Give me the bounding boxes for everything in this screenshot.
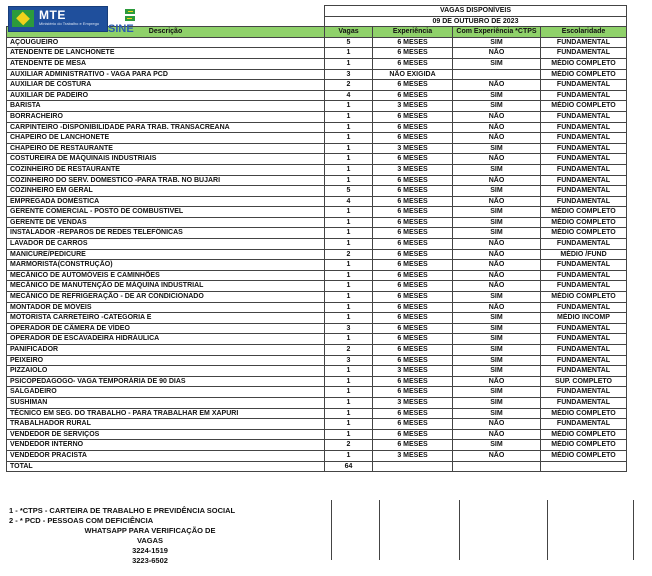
experience-cell: 6 MESES bbox=[373, 249, 453, 260]
table-row bbox=[7, 101, 627, 112]
job-title-cell: MECÂNICO DE MANUTENÇÃO DE MÁQUINA INDUSTRIAL bbox=[7, 281, 325, 292]
table-row bbox=[7, 58, 627, 69]
ctps-cell: NÃO bbox=[453, 133, 541, 144]
vacancies-cell: 1 bbox=[325, 58, 373, 69]
ctps-cell: NÃO bbox=[453, 249, 541, 260]
experience-cell: 6 MESES bbox=[373, 207, 453, 218]
vacancies-cell: 1 bbox=[325, 101, 373, 112]
education-cell: FUNDAMENTAL bbox=[541, 419, 627, 430]
table-row bbox=[7, 122, 627, 133]
education-cell: FUNDAMENTAL bbox=[541, 90, 627, 101]
table-row bbox=[7, 302, 627, 313]
education-cell: MÉDIO COMPLETO bbox=[541, 292, 627, 303]
vacancies-cell: 1 bbox=[325, 270, 373, 281]
table-row bbox=[7, 345, 627, 356]
vacancies-cell: 1 bbox=[325, 376, 373, 387]
education-cell: FUNDAMENTAL bbox=[541, 281, 627, 292]
ctps-cell: NÃO bbox=[453, 175, 541, 186]
experience-cell: 6 MESES bbox=[373, 80, 453, 91]
whatsapp-contact bbox=[80, 526, 220, 566]
mte-logo-text: MTE bbox=[39, 8, 66, 22]
table-row bbox=[7, 376, 627, 387]
table-row bbox=[7, 334, 627, 345]
vacancies-cell: 1 bbox=[325, 239, 373, 250]
phone-number: 3223-6502 bbox=[132, 556, 168, 565]
experience-cell: 6 MESES bbox=[373, 376, 453, 387]
ctps-cell: SIM bbox=[453, 397, 541, 408]
experience-cell: 6 MESES bbox=[373, 270, 453, 281]
vacancies-cell: 5 bbox=[325, 186, 373, 197]
job-title-cell: AUXILIAR DE PADEIRO bbox=[7, 90, 325, 101]
education-cell: MÉDIO COMPLETO bbox=[541, 440, 627, 451]
ctps-cell: SIM bbox=[453, 366, 541, 377]
grid-line bbox=[459, 500, 460, 560]
job-title-cell: PIZZAIOLO bbox=[7, 366, 325, 377]
vacancies-cell: 1 bbox=[325, 334, 373, 345]
experience-cell: 6 MESES bbox=[373, 175, 453, 186]
education-cell: FUNDAMENTAL bbox=[541, 122, 627, 133]
experience-cell: 6 MESES bbox=[373, 217, 453, 228]
experience-cell: 6 MESES bbox=[373, 345, 453, 356]
experience-cell: 6 MESES bbox=[373, 37, 453, 48]
table-row bbox=[7, 270, 627, 281]
vacancies-cell: 1 bbox=[325, 207, 373, 218]
table-row bbox=[7, 217, 627, 228]
table-row bbox=[7, 408, 627, 419]
vacancies-table bbox=[6, 5, 627, 472]
ctps-cell: SIM bbox=[453, 143, 541, 154]
table-row bbox=[7, 186, 627, 197]
ctps-cell: NÃO bbox=[453, 80, 541, 91]
job-title-cell: SALGADEIRO bbox=[7, 387, 325, 398]
job-title-cell: PANIFICADOR bbox=[7, 345, 325, 356]
page-date: 09 DE OUTUBRO DE 2023 bbox=[325, 16, 627, 27]
vacancies-cell: 1 bbox=[325, 387, 373, 398]
job-title-cell: MARMORISTA(CONSTRUÇÃO) bbox=[7, 260, 325, 271]
education-cell: FUNDAMENTAL bbox=[541, 80, 627, 91]
education-cell: SUP. COMPLETO bbox=[541, 376, 627, 387]
education-cell: FUNDAMENTAL bbox=[541, 270, 627, 281]
experience-cell: 6 MESES bbox=[373, 313, 453, 324]
education-cell: MÉDIO COMPLETO bbox=[541, 228, 627, 239]
job-title-cell: COZINHEIRO EM GERAL bbox=[7, 186, 325, 197]
education-cell: FUNDAMENTAL bbox=[541, 397, 627, 408]
footnotes bbox=[9, 506, 235, 526]
page-title: VAGAS DISPONÍVEIS bbox=[325, 6, 627, 17]
education-cell: FUNDAMENTAL bbox=[541, 196, 627, 207]
vacancies-cell: 2 bbox=[325, 345, 373, 356]
phone-number: 3224-1519 bbox=[132, 546, 168, 555]
table-row bbox=[7, 355, 627, 366]
vacancies-cell: 1 bbox=[325, 302, 373, 313]
grid-line bbox=[633, 500, 634, 560]
ctps-cell: NÃO bbox=[453, 196, 541, 207]
vacancies-cell: 1 bbox=[325, 175, 373, 186]
education-cell: MÉDIO COMPLETO bbox=[541, 58, 627, 69]
job-title-cell: AUXILIAR DE COSTURA bbox=[7, 80, 325, 91]
ctps-cell: NÃO bbox=[453, 111, 541, 122]
ctps-cell: NÃO bbox=[453, 154, 541, 165]
education-cell: FUNDAMENTAL bbox=[541, 345, 627, 356]
ctps-cell: SIM bbox=[453, 408, 541, 419]
ctps-cell: NÃO bbox=[453, 48, 541, 59]
education-cell: MÉDIO COMPLETO bbox=[541, 101, 627, 112]
job-title-cell: TRABALHADOR RURAL bbox=[7, 419, 325, 430]
ctps-cell: SIM bbox=[453, 37, 541, 48]
experience-cell: 6 MESES bbox=[373, 334, 453, 345]
job-title-cell: MANICURE/PEDICURE bbox=[7, 249, 325, 260]
experience-cell: 6 MESES bbox=[373, 429, 453, 440]
table-row bbox=[7, 143, 627, 154]
table-row bbox=[7, 133, 627, 144]
job-title-cell: TÉCNICO EM SEG. DO TRABALHO - PARA TRABALHAR EM XAPURI bbox=[7, 408, 325, 419]
ctps-cell: NÃO bbox=[453, 302, 541, 313]
education-cell: MÉDIO COMPLETO bbox=[541, 69, 627, 80]
table-row bbox=[7, 69, 627, 80]
sine-logo-icon bbox=[122, 7, 138, 23]
vacancies-cell: 1 bbox=[325, 122, 373, 133]
total-row bbox=[7, 461, 627, 472]
experience-cell: NÃO EXIGIDA bbox=[373, 69, 453, 80]
job-title-cell: VENDEDOR INTERNO bbox=[7, 440, 325, 451]
experience-cell: 6 MESES bbox=[373, 260, 453, 271]
education-cell: FUNDAMENTAL bbox=[541, 302, 627, 313]
education-cell: MÉDIO COMPLETO bbox=[541, 207, 627, 218]
job-title-cell: VENDEDOR DE SERVIÇOS bbox=[7, 429, 325, 440]
vacancies-cell: 1 bbox=[325, 313, 373, 324]
total-label: TOTAL bbox=[7, 461, 325, 472]
table-row bbox=[7, 397, 627, 408]
education-cell: FUNDAMENTAL bbox=[541, 143, 627, 154]
job-title-cell: MONTADOR DE MÓVEIS bbox=[7, 302, 325, 313]
ctps-cell: NÃO bbox=[453, 429, 541, 440]
education-cell: MÉDIO COMPLETO bbox=[541, 450, 627, 461]
education-cell: FUNDAMENTAL bbox=[541, 154, 627, 165]
job-title-cell: PSICOPEDAGOGO- VAGA TEMPORÁRIA DE 90 DIAS bbox=[7, 376, 325, 387]
education-cell: FUNDAMENTAL bbox=[541, 355, 627, 366]
vacancies-cell: 1 bbox=[325, 397, 373, 408]
ctps-cell: SIM bbox=[453, 313, 541, 324]
ctps-cell: NÃO bbox=[453, 450, 541, 461]
vacancies-cell: 3 bbox=[325, 69, 373, 80]
experience-cell: 6 MESES bbox=[373, 196, 453, 207]
vacancies-cell: 1 bbox=[325, 429, 373, 440]
table-row bbox=[7, 323, 627, 334]
grid-line bbox=[331, 500, 332, 560]
job-title-cell: INSTALADOR -REPAROS DE REDES TELEFÔNICAS bbox=[7, 228, 325, 239]
table-row bbox=[7, 313, 627, 324]
vacancies-cell: 1 bbox=[325, 366, 373, 377]
column-header-vagas: Vagas bbox=[325, 27, 373, 38]
education-cell: FUNDAMENTAL bbox=[541, 334, 627, 345]
education-cell: FUNDAMENTAL bbox=[541, 387, 627, 398]
ctps-cell: SIM bbox=[453, 101, 541, 112]
column-header-com-experiencia: Com Experiência *CTPS bbox=[453, 27, 541, 38]
ctps-cell: SIM bbox=[453, 90, 541, 101]
sine-logo-text: SINE bbox=[108, 23, 134, 35]
ctps-cell bbox=[453, 69, 541, 80]
ctps-cell: SIM bbox=[453, 440, 541, 451]
ctps-cell: NÃO bbox=[453, 419, 541, 430]
table-row bbox=[7, 440, 627, 451]
vacancies-cell: 1 bbox=[325, 408, 373, 419]
table-row bbox=[7, 239, 627, 250]
job-title-cell: GERENTE COMERCIAL - POSTO DE COMBUSTIVEL bbox=[7, 207, 325, 218]
ctps-cell: SIM bbox=[453, 186, 541, 197]
vacancies-cell: 2 bbox=[325, 249, 373, 260]
experience-cell: 6 MESES bbox=[373, 281, 453, 292]
total-value: 64 bbox=[325, 461, 373, 472]
experience-cell: 6 MESES bbox=[373, 419, 453, 430]
total-empty-cell bbox=[541, 461, 627, 472]
education-cell: FUNDAMENTAL bbox=[541, 37, 627, 48]
job-title-cell: COZINHEIRO DE RESTAURANTE bbox=[7, 164, 325, 175]
table-row bbox=[7, 450, 627, 461]
education-cell: FUNDAMENTAL bbox=[541, 260, 627, 271]
education-cell: FUNDAMENTAL bbox=[541, 323, 627, 334]
footnote-pcd: 2 - * PCD - PESSOAS COM DEFICIÊNCIA bbox=[9, 516, 154, 525]
experience-cell: 6 MESES bbox=[373, 154, 453, 165]
table-row bbox=[7, 249, 627, 260]
table-row bbox=[7, 48, 627, 59]
vacancies-cell: 1 bbox=[325, 292, 373, 303]
vacancies-cell: 1 bbox=[325, 133, 373, 144]
ctps-cell: NÃO bbox=[453, 239, 541, 250]
job-title-cell: MECÂNICO DE AUTOMÓVEIS E CAMINHÕES bbox=[7, 270, 325, 281]
vacancies-cell: 4 bbox=[325, 196, 373, 207]
experience-cell: 3 MESES bbox=[373, 164, 453, 175]
table-row bbox=[7, 228, 627, 239]
table-row bbox=[7, 154, 627, 165]
ctps-cell: SIM bbox=[453, 217, 541, 228]
vacancies-cell: 5 bbox=[325, 37, 373, 48]
ctps-cell: SIM bbox=[453, 345, 541, 356]
experience-cell: 3 MESES bbox=[373, 143, 453, 154]
ctps-cell: SIM bbox=[453, 164, 541, 175]
table-row bbox=[7, 429, 627, 440]
job-title-cell: CARPINTEIRO -DISPONIBILIDADE PARA TRAB. TRANSACREANA bbox=[7, 122, 325, 133]
ctps-cell: SIM bbox=[453, 355, 541, 366]
education-cell: FUNDAMENTAL bbox=[541, 366, 627, 377]
ctps-cell: NÃO bbox=[453, 376, 541, 387]
experience-cell: 6 MESES bbox=[373, 408, 453, 419]
education-cell: FUNDAMENTAL bbox=[541, 239, 627, 250]
experience-cell: 6 MESES bbox=[373, 323, 453, 334]
vacancies-cell: 1 bbox=[325, 154, 373, 165]
job-title-cell: SUSHIMAN bbox=[7, 397, 325, 408]
job-title-cell: AÇOUGUEIRO bbox=[7, 37, 325, 48]
experience-cell: 6 MESES bbox=[373, 58, 453, 69]
ctps-cell: SIM bbox=[453, 387, 541, 398]
ctps-cell: NÃO bbox=[453, 270, 541, 281]
table-row bbox=[7, 175, 627, 186]
grid-line bbox=[379, 500, 380, 560]
experience-cell: 6 MESES bbox=[373, 302, 453, 313]
ctps-cell: SIM bbox=[453, 207, 541, 218]
table-row bbox=[7, 387, 627, 398]
job-title-cell: BARISTA bbox=[7, 101, 325, 112]
job-title-cell: EMPREGADA DOMÉSTICA bbox=[7, 196, 325, 207]
job-title-cell: CHAPEIRO DE LANCHONETE bbox=[7, 133, 325, 144]
job-title-cell: ATENDENTE DE LANCHONETE bbox=[7, 48, 325, 59]
ctps-cell: SIM bbox=[453, 58, 541, 69]
ctps-cell: SIM bbox=[453, 292, 541, 303]
experience-cell: 3 MESES bbox=[373, 450, 453, 461]
education-cell: MÉDIO INCOMP bbox=[541, 313, 627, 324]
experience-cell: 6 MESES bbox=[373, 239, 453, 250]
experience-cell: 3 MESES bbox=[373, 366, 453, 377]
vacancies-cell: 1 bbox=[325, 281, 373, 292]
experience-cell: 3 MESES bbox=[373, 101, 453, 112]
ctps-cell: NÃO bbox=[453, 260, 541, 271]
job-title-cell: MECÂNICO DE REFRIGERAÇÃO - DE AR CONDICIONADO bbox=[7, 292, 325, 303]
table-row bbox=[7, 419, 627, 430]
vacancies-cell: 1 bbox=[325, 111, 373, 122]
experience-cell: 6 MESES bbox=[373, 48, 453, 59]
vacancies-cell: 2 bbox=[325, 440, 373, 451]
job-title-cell: AUXILIAR ADMINISTRATIVO - VAGA PARA PCD bbox=[7, 69, 325, 80]
table-row bbox=[7, 37, 627, 48]
job-title-cell: OPERADOR DE ESCAVADEIRA HIDRÁULICA bbox=[7, 334, 325, 345]
vacancies-cell: 1 bbox=[325, 143, 373, 154]
ctps-cell: SIM bbox=[453, 228, 541, 239]
vacancies-cell: 3 bbox=[325, 355, 373, 366]
job-title-cell: OPERADOR DE CÂMERA DE VÍDEO bbox=[7, 323, 325, 334]
table-row bbox=[7, 90, 627, 101]
education-cell: MÉDIO COMPLETO bbox=[541, 408, 627, 419]
vacancies-cell: 1 bbox=[325, 164, 373, 175]
column-header-experiencia: Experiência bbox=[373, 27, 453, 38]
experience-cell: 6 MESES bbox=[373, 292, 453, 303]
table-row bbox=[7, 366, 627, 377]
education-cell: FUNDAMENTAL bbox=[541, 111, 627, 122]
education-cell: FUNDAMENTAL bbox=[541, 164, 627, 175]
logo-area bbox=[6, 4, 324, 36]
vacancies-cell: 1 bbox=[325, 48, 373, 59]
education-cell: FUNDAMENTAL bbox=[541, 133, 627, 144]
vacancies-cell: 1 bbox=[325, 217, 373, 228]
education-cell: MÉDIO COMPLETO bbox=[541, 429, 627, 440]
table-row bbox=[7, 111, 627, 122]
ctps-cell: SIM bbox=[453, 334, 541, 345]
education-cell: FUNDAMENTAL bbox=[541, 175, 627, 186]
ctps-cell: NÃO bbox=[453, 122, 541, 133]
whatsapp-label: WHATSAPP PARA VERIFICAÇÃO DE VAGAS bbox=[84, 526, 216, 545]
job-title-cell: COZINHEIRO DO SERV. DOMESTICO -PARA TRAB. NO BUJARI bbox=[7, 175, 325, 186]
vacancies-cell: 1 bbox=[325, 228, 373, 239]
experience-cell: 6 MESES bbox=[373, 440, 453, 451]
education-cell: MÉDIO COMPLETO bbox=[541, 217, 627, 228]
job-title-cell: LAVADOR DE CARROS bbox=[7, 239, 325, 250]
job-title-cell: ATENDENTE DE MESA bbox=[7, 58, 325, 69]
job-title-cell: BORRACHEIRO bbox=[7, 111, 325, 122]
vacancies-cell: 2 bbox=[325, 80, 373, 91]
vacancies-cell: 4 bbox=[325, 90, 373, 101]
experience-cell: 3 MESES bbox=[373, 397, 453, 408]
table-row bbox=[7, 80, 627, 91]
mte-logo-subtitle: Ministério do Trabalho e Emprego bbox=[39, 21, 100, 26]
table-row bbox=[7, 260, 627, 271]
table-row bbox=[7, 281, 627, 292]
column-header-escolaridade: Escolaridade bbox=[541, 27, 627, 38]
brazil-flag-icon bbox=[12, 10, 34, 27]
vacancies-cell: 1 bbox=[325, 419, 373, 430]
education-cell: FUNDAMENTAL bbox=[541, 48, 627, 59]
table-row bbox=[7, 164, 627, 175]
column-header-descricao: Descrição bbox=[7, 27, 325, 38]
experience-cell: 6 MESES bbox=[373, 111, 453, 122]
job-title-cell: MOTORISTA CARRETEIRO -CATEGORIA E bbox=[7, 313, 325, 324]
table-row bbox=[7, 292, 627, 303]
mte-logo bbox=[8, 6, 108, 32]
job-title-cell: COSTUREIRA DE MÁQUINAIS INDUSTRIAIS bbox=[7, 154, 325, 165]
job-title-cell: VENDEDOR PRACISTA bbox=[7, 450, 325, 461]
education-cell: MÉDIO /FUND bbox=[541, 249, 627, 260]
job-title-cell: CHAPEIRO DE RESTAURANTE bbox=[7, 143, 325, 154]
experience-cell: 6 MESES bbox=[373, 355, 453, 366]
ctps-cell: NÃO bbox=[453, 281, 541, 292]
table-row bbox=[7, 196, 627, 207]
experience-cell: 6 MESES bbox=[373, 90, 453, 101]
experience-cell: 6 MESES bbox=[373, 122, 453, 133]
vacancies-cell: 3 bbox=[325, 323, 373, 334]
vacancies-cell: 1 bbox=[325, 260, 373, 271]
experience-cell: 6 MESES bbox=[373, 228, 453, 239]
grid-line bbox=[547, 500, 548, 560]
job-title-cell: PEIXEIRO bbox=[7, 355, 325, 366]
total-empty-cell bbox=[453, 461, 541, 472]
job-title-cell: GERENTE DE VENDAS bbox=[7, 217, 325, 228]
experience-cell: 6 MESES bbox=[373, 186, 453, 197]
education-cell: FUNDAMENTAL bbox=[541, 186, 627, 197]
experience-cell: 6 MESES bbox=[373, 133, 453, 144]
total-empty-cell bbox=[373, 461, 453, 472]
footnote-ctps: 1 - *CTPS - CARTEIRA DE TRABALHO E PREVIDÊNCIA SOCIAL bbox=[9, 506, 236, 515]
experience-cell: 6 MESES bbox=[373, 387, 453, 398]
table-row bbox=[7, 207, 627, 218]
ctps-cell: SIM bbox=[453, 323, 541, 334]
vacancies-cell: 1 bbox=[325, 450, 373, 461]
